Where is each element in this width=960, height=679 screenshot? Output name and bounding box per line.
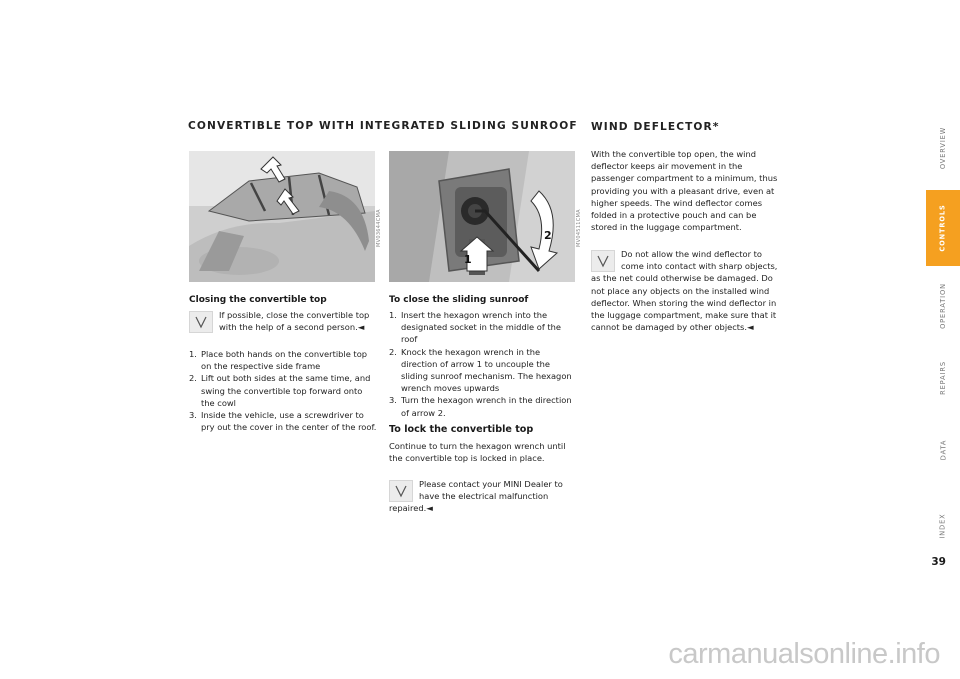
side-nav-repairs[interactable]: REPAIRS [938, 361, 947, 395]
side-nav-controls[interactable]: CONTROLS [926, 190, 960, 266]
watermark: carmanualsonline.info [668, 638, 940, 670]
side-nav-overview[interactable]: OVERVIEW [939, 126, 948, 170]
photo-code-1: MV03644CMA [376, 209, 382, 247]
side-nav [926, 98, 960, 558]
note-second-person: If possible, close the convertible top with the help of a second person.◄ [189, 309, 375, 334]
convertible-top-photo [189, 151, 375, 282]
arrow-label-1: 1 [464, 253, 472, 266]
hexagon-wrench-photo [389, 151, 575, 282]
closing-steps-list [189, 348, 377, 433]
side-nav-index[interactable]: INDEX [938, 513, 947, 539]
page-number: 39 [931, 556, 946, 568]
list-item: 2. Lift out both sides at the same time, and swing the convertible top forward onto the cowl [189, 373, 371, 408]
section-title-wind-deflector: WIND DEFLECTOR* [591, 120, 720, 133]
note-icon [189, 311, 213, 333]
note-icon [389, 480, 413, 502]
list-item: 2. Knock the hexagon wrench in the direction of arrow 1 to uncouple the sliding sunroof mechanism. The hexagon wrench moves upwards [389, 346, 572, 394]
heading-close-sliding-sunroof: To close the sliding sunroof [389, 295, 529, 305]
side-nav-data[interactable]: DATA [939, 439, 947, 461]
wind-deflector-paragraph: With the convertible top open, the wind deflector keeps air movement in the passenger compartment to a minimum, thus providing you with a pleasant drive, even at higher speeds. The wind deflector comes folded in a protective pouch and can be stored in the luggage compartment. [591, 149, 778, 233]
sunroof-steps-list [389, 309, 577, 419]
photo-code-2: MV04511CMA [576, 209, 582, 247]
section-title-convertible-top: CONVERTIBLE TOP WITH INTEGRATED SLIDING SUNROOF [188, 120, 578, 132]
side-nav-operation[interactable]: OPERATION [939, 283, 947, 329]
list-item: 3. Inside the vehicle, use a screwdriver to pry out the cover in the center of the roof. [189, 410, 377, 433]
note-sharp-objects: Do not allow the wind deflector to come into contact with sharp objects, as the net could otherwise be damaged. Do not place any objects on the installed wind deflector. When storing the wind deflector in the luggage compartment, make sure that it cannot be damaged by other objects.◄ [591, 249, 778, 334]
heading-closing-convertible-top: Closing the convertible top [189, 295, 327, 305]
lock-paragraph: Continue to turn the hexagon wrench until the convertible top is locked in place. [389, 441, 566, 464]
list-item: 1. Place both hands on the convertible top on the respective side frame [189, 349, 368, 372]
note-mini-dealer: Please contact your MINI Dealer to have the electrical malfunction repaired.◄ [389, 479, 563, 515]
note-icon [591, 250, 615, 272]
list-item: 1. Insert the hexagon wrench into the designated socket in the middle of the roof [389, 310, 562, 345]
list-item: 3. Turn the hexagon wrench in the direction of arrow 2. [389, 395, 572, 418]
arrow-label-2: 2 [544, 229, 552, 242]
heading-lock-convertible-top: To lock the convertible top [389, 424, 534, 435]
